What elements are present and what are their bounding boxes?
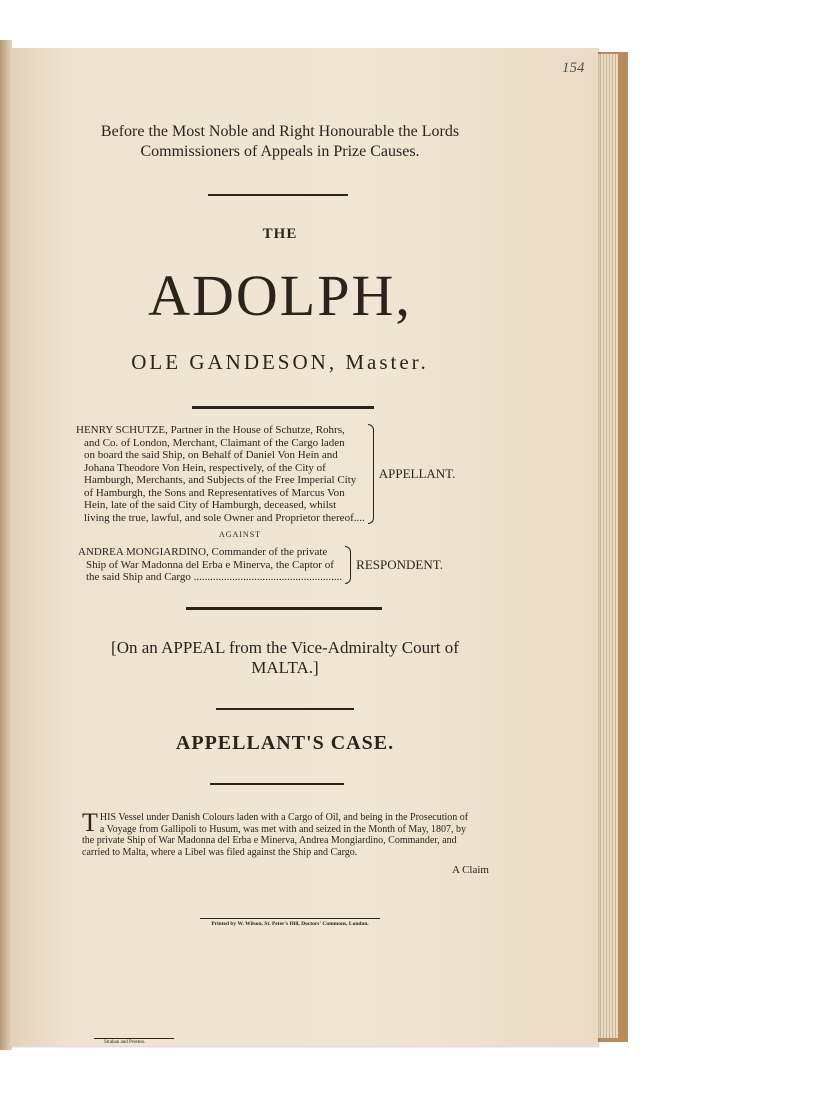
appellant-party (76, 424, 455, 524)
printer-rule (200, 918, 380, 919)
ornament-rule (208, 194, 348, 196)
heading-line: Before the Most Noble and Right Honourable the Lords (100, 123, 460, 140)
respondent-block (78, 546, 342, 584)
bottom-rule (94, 1038, 174, 1039)
respondent-brace (345, 546, 351, 584)
master-line: OLE GANDESON, Master. (131, 350, 429, 374)
respondent-party (78, 546, 443, 584)
appellant-line: Johana Theodore Von Hein, respectively, of the City of (84, 461, 326, 474)
divider-rule (210, 783, 344, 785)
appellant-line: Hein, late of the said City of Hamburgh, deceased, whilst (84, 499, 337, 511)
page-number: 154 (562, 60, 585, 76)
divider-rule (192, 406, 374, 409)
the-label: THE (262, 226, 298, 242)
body-line: carried to Malta, where a Libel was filed against the Ship and Cargo. (82, 846, 358, 858)
against-label: AGAINST (218, 530, 262, 539)
appellant-line: of Hamburgh, the Sons and Representatives of Marcus Von (84, 486, 345, 499)
appellant-line: living the true, lawful, and sole Owner and Proprietor thereof.... (84, 511, 365, 524)
appellant-brace (368, 424, 374, 524)
appeal-line: MALTA.] (251, 658, 319, 677)
drop-cap: T (82, 808, 98, 837)
catchword: A Claim (452, 864, 489, 876)
appellant-role: APPELLANT. (378, 466, 456, 481)
appellant-line: on board the said Ship, on Behalf of Daniel Von Hein and (84, 449, 338, 461)
body-line: a Voyage from Gallipoli to Husum, was met with and seized in the Month of May, 1807, by (99, 823, 467, 835)
document-page (10, 48, 598, 1046)
ship-name: ADOLPH, (148, 263, 412, 328)
appeal-heading (70, 638, 500, 678)
bottom-note: Strahan and Preston. (104, 1040, 146, 1045)
appellant-line: and Co. of London, Merchant, Claimant of the Cargo laden (84, 436, 345, 449)
appeal-line: [On an APPEAL from the Vice-Admiralty Court of (111, 638, 459, 657)
appellant-line: HENRY SCHUTZE, Partner in the House of Schutze, Rohrs, (76, 424, 345, 436)
body-line: HIS Vessel under Danish Colours laden with a Cargo of Oil, and being in the Prosecution of (99, 812, 469, 823)
respondent-line: Ship of War Madonna del Erba e Minerva, the Captor of (86, 558, 334, 571)
appellant-block (76, 424, 365, 524)
printer-imprint: Printed by W. Wilson, St. Peter's Hill, Doctors' Commons, London. (211, 921, 369, 927)
body-paragraph (82, 808, 469, 858)
divider-rule (186, 607, 382, 610)
heading-line: Commissioners of Appeals in Prize Causes. (140, 143, 420, 160)
respondent-line: ANDREA MONGIARDINO, Commander of the private (78, 546, 328, 558)
body-line: the private Ship of War Madonna del Erba e Minerva, Andrea Mongiardino, Commander, and (82, 835, 457, 846)
respondent-role: RESPONDENT. (356, 556, 443, 572)
heading (50, 122, 510, 162)
divider-rule (216, 708, 354, 710)
case-title: APPELLANT'S CASE. (175, 732, 395, 754)
respondent-line: the said Ship and Cargo ...................................................... (86, 571, 343, 583)
appellant-line: Hamburgh, Merchants, and Subjects of the Free Imperial City (84, 474, 357, 486)
